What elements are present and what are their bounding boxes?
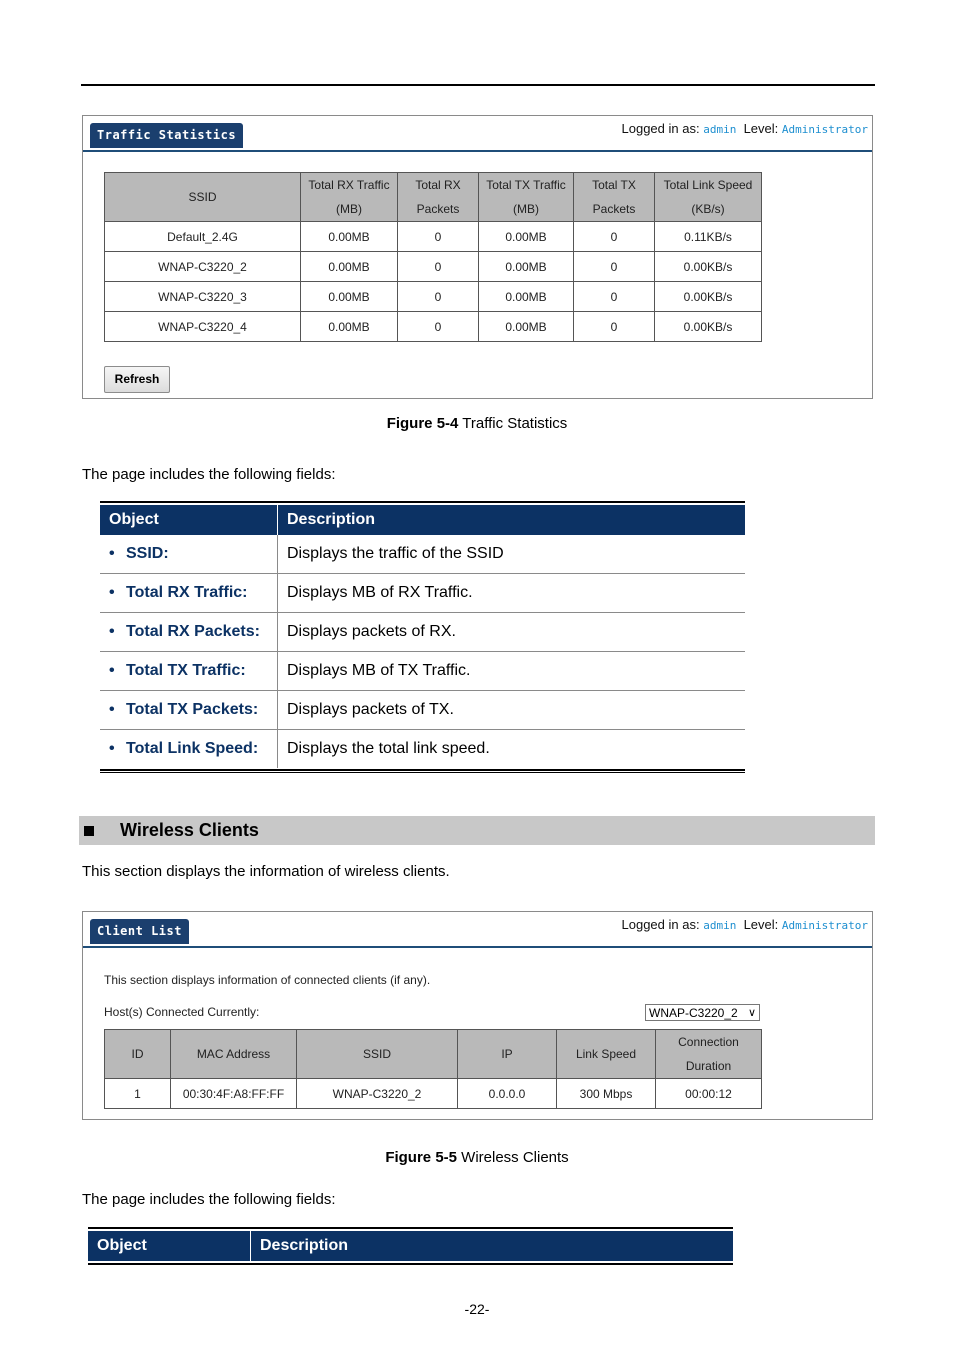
tab-traffic-statistics[interactable]: Traffic Statistics [90, 123, 243, 148]
col-header: MAC Address [171, 1030, 297, 1079]
bullet-icon: • [109, 740, 115, 757]
section-heading [79, 816, 875, 845]
table-row [100, 574, 745, 613]
login-prefix: Logged in as: [621, 917, 700, 932]
traffic-statistics-panel [82, 115, 873, 399]
col-header: Total RX Packets [398, 173, 479, 222]
bullet-icon: • [109, 545, 115, 562]
panel-header [83, 116, 872, 152]
login-prefix: Logged in as: [621, 121, 700, 136]
table-row: WNAP-C3220_3 0.00MB 0 0.00MB 0 0.00KB/s [105, 282, 762, 312]
section-text: This section displays the information of wireless clients. [82, 863, 450, 880]
field-description: Displays packets of TX. [278, 691, 746, 730]
bullet-icon: • [109, 701, 115, 718]
field-description: Displays MB of RX Traffic. [278, 574, 746, 613]
login-status [622, 121, 868, 136]
intro-text: The page includes the following fields: [82, 1191, 336, 1208]
table-bottom-rule [100, 769, 745, 771]
col-header: Total Link Speed (KB/s) [655, 173, 762, 222]
tab-client-list[interactable]: Client List [90, 919, 189, 944]
field-object: Total TX Traffic: [126, 662, 246, 679]
fields-table [100, 505, 745, 768]
col-header: IP [458, 1030, 557, 1079]
col-header: Total TX Packets [574, 173, 655, 222]
table-row [100, 613, 745, 652]
object-header: Object [88, 1231, 251, 1261]
chevron-down-icon: ∨ [747, 1007, 756, 1019]
refresh-button[interactable]: Refresh [104, 366, 170, 393]
login-user: admin [703, 123, 737, 136]
field-description: Displays packets of RX. [278, 613, 746, 652]
bullet-icon: • [109, 584, 115, 601]
col-header: SSID [105, 173, 301, 222]
field-object: Total TX Packets: [126, 701, 259, 718]
col-header: Total TX Traffic (MB) [479, 173, 574, 222]
client-list-panel [82, 911, 873, 1120]
description-header: Description [278, 505, 746, 535]
client-info-text: This section displays information of connected clients (if any). [104, 973, 431, 987]
header-rule [81, 84, 875, 86]
field-description: Displays the traffic of the SSID [278, 535, 746, 574]
table-row [100, 691, 745, 730]
fields-table [88, 1231, 733, 1261]
figure-caption: Figure 5-5 Wireless Clients [385, 1149, 569, 1166]
col-header: SSID [297, 1030, 458, 1079]
traffic-table [104, 172, 762, 342]
bullet-icon: • [109, 623, 115, 640]
square-bullet-icon [84, 826, 94, 836]
col-header: ID [105, 1030, 171, 1079]
panel-header [83, 912, 872, 948]
table-top-rule [100, 501, 745, 503]
table-row [100, 730, 745, 769]
table-bottom-rule [88, 1263, 733, 1265]
host-label: Host(s) Connected Currently: [104, 1005, 260, 1019]
col-header: Total RX Traffic (MB) [301, 173, 398, 222]
table-top-rule [88, 1227, 733, 1229]
login-user: admin [703, 919, 737, 932]
client-table [104, 1029, 762, 1109]
page-number: -22- [464, 1301, 490, 1317]
object-header: Object [100, 505, 278, 535]
login-status [622, 917, 868, 932]
col-header: Link Speed [557, 1030, 656, 1079]
table-bottom-rule [100, 772, 745, 773]
description-header: Description [251, 1231, 734, 1261]
ssid-select[interactable] [645, 1004, 760, 1021]
login-level-label: Level: [743, 917, 779, 932]
table-row: Default_2.4G 0.00MB 0 0.00MB 0 0.11KB/s [105, 222, 762, 252]
table-row [100, 652, 745, 691]
table-row: WNAP-C3220_4 0.00MB 0 0.00MB 0 0.00KB/s [105, 312, 762, 342]
field-object: Total RX Traffic: [126, 584, 248, 601]
figure-caption: Figure 5-4 Traffic Statistics [386, 415, 568, 432]
table-row [100, 535, 745, 574]
ssid-select-value: WNAP-C3220_2 [649, 1006, 738, 1020]
col-header: Connection Duration [656, 1030, 762, 1079]
login-level: Administrator [781, 919, 868, 932]
bullet-icon: • [109, 662, 115, 679]
field-object: Total RX Packets: [126, 623, 260, 640]
login-level-label: Level: [743, 121, 779, 136]
table-row: WNAP-C3220_2 0.00MB 0 0.00MB 0 0.00KB/s [105, 252, 762, 282]
field-description: Displays MB of TX Traffic. [278, 652, 746, 691]
section-title: Wireless Clients [120, 820, 259, 840]
field-description: Displays the total link speed. [287, 740, 490, 757]
field-object: SSID: [126, 545, 169, 562]
login-level: Administrator [781, 123, 868, 136]
table-row: 1 00:30:4F:A8:FF:FF WNAP-C3220_2 0.0.0.0 300 Mbps 00:00:12 [105, 1079, 762, 1109]
field-object: Total Link Speed: [126, 740, 259, 757]
intro-text: The page includes the following fields: [82, 466, 336, 483]
